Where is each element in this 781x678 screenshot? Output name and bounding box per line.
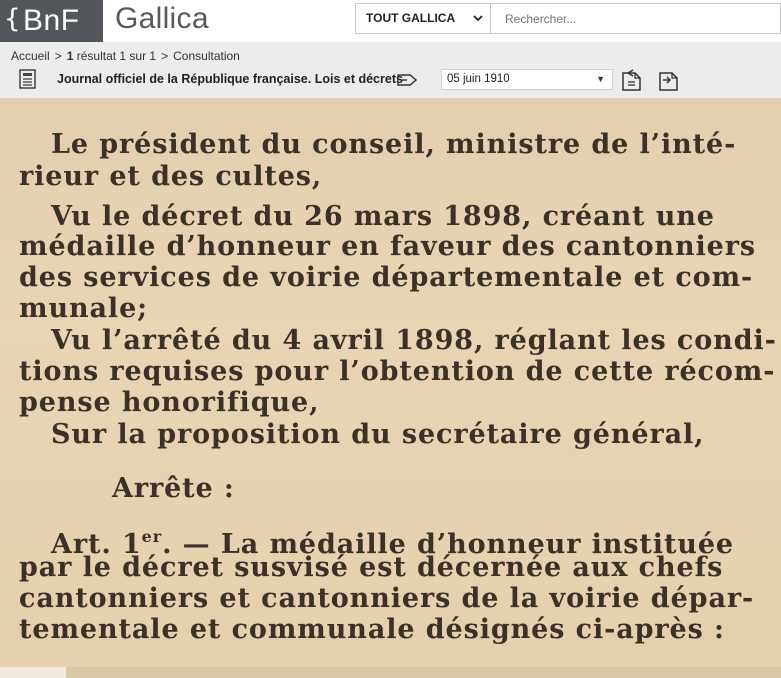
text-line: Le président du conseil, ministre de l’inté-: [51, 129, 737, 160]
issue-date-select[interactable]: [441, 69, 613, 90]
document-viewer[interactable]: [0, 98, 781, 678]
viewer-toolbar: [0, 42, 781, 98]
text-line: Arrête :: [112, 473, 235, 504]
article-label: Art. 1: [51, 529, 142, 560]
tag-icon[interactable]: [397, 73, 417, 87]
notice-document-icon[interactable]: [19, 69, 36, 89]
search-scope-select[interactable]: [355, 3, 491, 34]
breadcrumb-separator: >: [161, 49, 169, 63]
header: [0, 0, 781, 42]
text-line: des services de voirie départementale et com-: [19, 262, 754, 293]
next-issue-icon[interactable]: [659, 69, 679, 91]
text-line: Sur la proposition du secrétaire général,: [51, 419, 705, 450]
breadcrumb-separator: >: [54, 49, 62, 63]
text-line: tementale et communale désignés ci-après :: [19, 614, 725, 645]
text-line: Vu l’arrêté du 4 avril 1898, réglant les condi-: [51, 325, 777, 356]
next-page-strip: [66, 667, 781, 678]
breadcrumb-results[interactable]: résultat 1 sur 1: [76, 49, 157, 63]
caret-down-icon: ▼: [596, 74, 605, 84]
document-title: Journal officiel de la République française. Lois et décrets: [57, 72, 403, 86]
logo-brace-icon: {: [4, 4, 22, 34]
search-input[interactable]: [491, 3, 781, 34]
text-line: cantonniers et cantonniers de la voirie dépar-: [19, 583, 755, 614]
scanned-page: [0, 98, 781, 667]
previous-issue-icon[interactable]: [622, 69, 642, 91]
text-line: Vu le décret du 26 mars 1898, créant une: [51, 201, 715, 232]
text-line: médaille d’honneur en faveur des cantonniers: [19, 231, 756, 262]
chevron-down-icon: [473, 4, 483, 44]
app-title[interactable]: Gallica: [115, 2, 209, 35]
breadcrumb: [11, 49, 240, 63]
bnf-logo[interactable]: [0, 0, 103, 42]
logo-text: BnF: [23, 4, 80, 37]
text-line: pense honorifique,: [19, 387, 320, 418]
search-scope-label: TOUT GALLICA: [366, 11, 456, 25]
breadcrumb-home[interactable]: Accueil: [11, 49, 50, 63]
text-line: par le décret susvisé est décernée aux chefs: [19, 552, 724, 583]
issue-date-value: 05 juin 1910: [447, 73, 510, 85]
article-ordinal: er: [141, 527, 163, 546]
breadcrumb-current: Consultation: [173, 49, 240, 63]
article-text: . — La médaille d’honneur instituée: [162, 529, 734, 560]
text-line: munale;: [19, 293, 149, 324]
breadcrumb-results-count[interactable]: 1: [66, 49, 74, 63]
text-line: rieur et des cultes,: [19, 161, 323, 192]
text-line: tions requises pour l’obtention de cette récom-: [19, 356, 776, 387]
